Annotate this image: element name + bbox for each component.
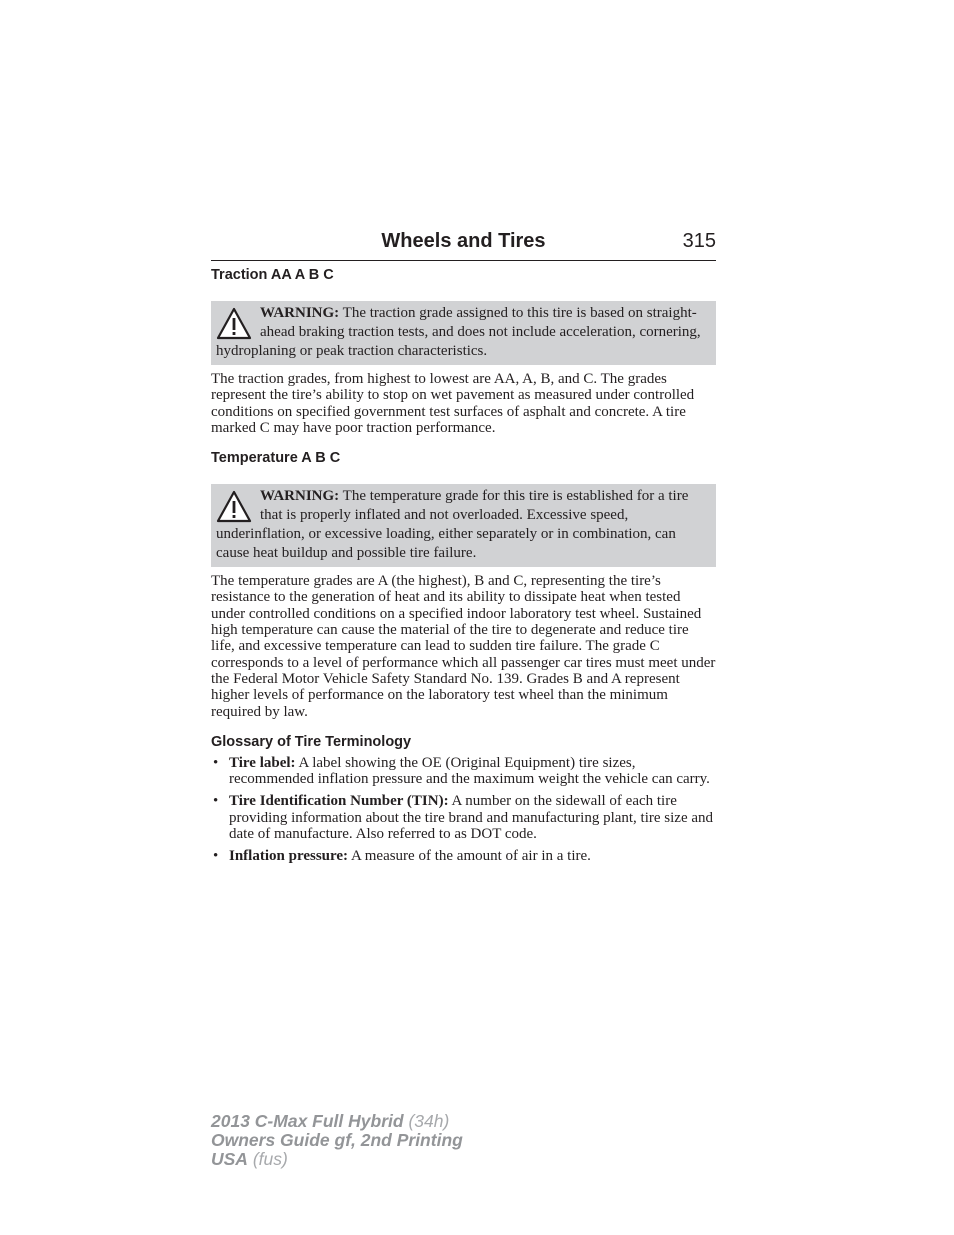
bullet: • [213, 754, 219, 771]
traction-heading: Traction AA A B C [211, 267, 334, 283]
glossary-definition: A measure of the amount of air in a tire. [350, 848, 591, 865]
glossary-list [211, 755, 716, 865]
traction-warning [211, 301, 716, 365]
warning-text: The temperature grade for this tire is established for a tire that is properly inflated and not overloaded. Excessive speed, underinflation, or excessive loading, either separately or in combination, can cause heat buildup and possible tire failure. [216, 488, 689, 562]
footer-model: 2013 C-Max Full Hybrid [211, 1111, 404, 1131]
page-content [211, 265, 716, 865]
glossary-term: Inflation pressure: [229, 848, 349, 865]
footer-market: USA [211, 1149, 248, 1169]
warning-triangle-icon [216, 489, 252, 525]
temperature-heading: Temperature A B C [211, 450, 341, 467]
page-number: 315 [682, 230, 716, 252]
warning-text: The traction grade assigned to this tire is based on straight-ahead braking traction tests, and does not include acceleration, cornering, hydroplaning or peak traction characteristics. [216, 305, 701, 359]
temperature-body: The temperature grades are A (the highest), B and C, representing the tire’s resistance to the generation of heat and its ability to dissipate heat when tested under controlled conditions on a specified indoor laboratory test wheel. Sustained high temperature can cause the material of the tire to degenerate and reduce tire life, and excessive temperature can lead to sudden tire failure. The grade C corresponds to a level of performance which all passenger car tires must meet under the Federal Motor Vehicle Safety Standard No. 139. Grades B and A represent higher levels of performance on the laboratory test wheel than the minimum required by law. [211, 573, 716, 720]
glossary-heading: Glossary of Tire Terminology [211, 733, 412, 750]
footer-market-code: (fus) [252, 1149, 288, 1169]
glossary-definition: A label showing the OE (Original Equipment) tire sizes, recommended inflation pressure and the maximum weight the vehicle can carry. [229, 754, 710, 788]
page-header [211, 229, 716, 261]
glossary-definition: A number on the sidewall of each tire providing information about the tire brand and manufacturing plant, tire size and date of manufacture. Also referred to as DOT code. [229, 793, 714, 843]
traction-body: The traction grades, from highest to lowest are AA, A, B, and C. The grades represent the tire’s ability to stop on wet pavement as measured under controlled conditions on specified government test surfaces of asphalt and concrete. A tire marked C may have poor traction performance. [211, 371, 695, 436]
footer-guide: Owners Guide gf, 2nd Printing [211, 1130, 463, 1150]
warning-label: WARNING: [260, 488, 340, 505]
footer-line-3 [211, 1150, 463, 1169]
footer-line-2 [211, 1131, 463, 1150]
list-item [211, 755, 716, 788]
warning-label: WARNING: [260, 305, 340, 321]
section-title: Wheels and Tires [381, 230, 546, 252]
temperature-warning [211, 484, 716, 567]
list-item [211, 793, 716, 842]
warning-triangle-icon [216, 306, 252, 342]
bullet: • [213, 848, 219, 865]
page-footer [211, 1112, 463, 1169]
glossary-term: Tire label: [229, 754, 296, 771]
list-item [211, 848, 716, 864]
glossary-term: Tire Identification Number (TIN): [229, 793, 449, 810]
bullet: • [213, 793, 219, 810]
footer-model-code: (34h) [408, 1111, 450, 1131]
footer-line-1 [211, 1112, 463, 1131]
